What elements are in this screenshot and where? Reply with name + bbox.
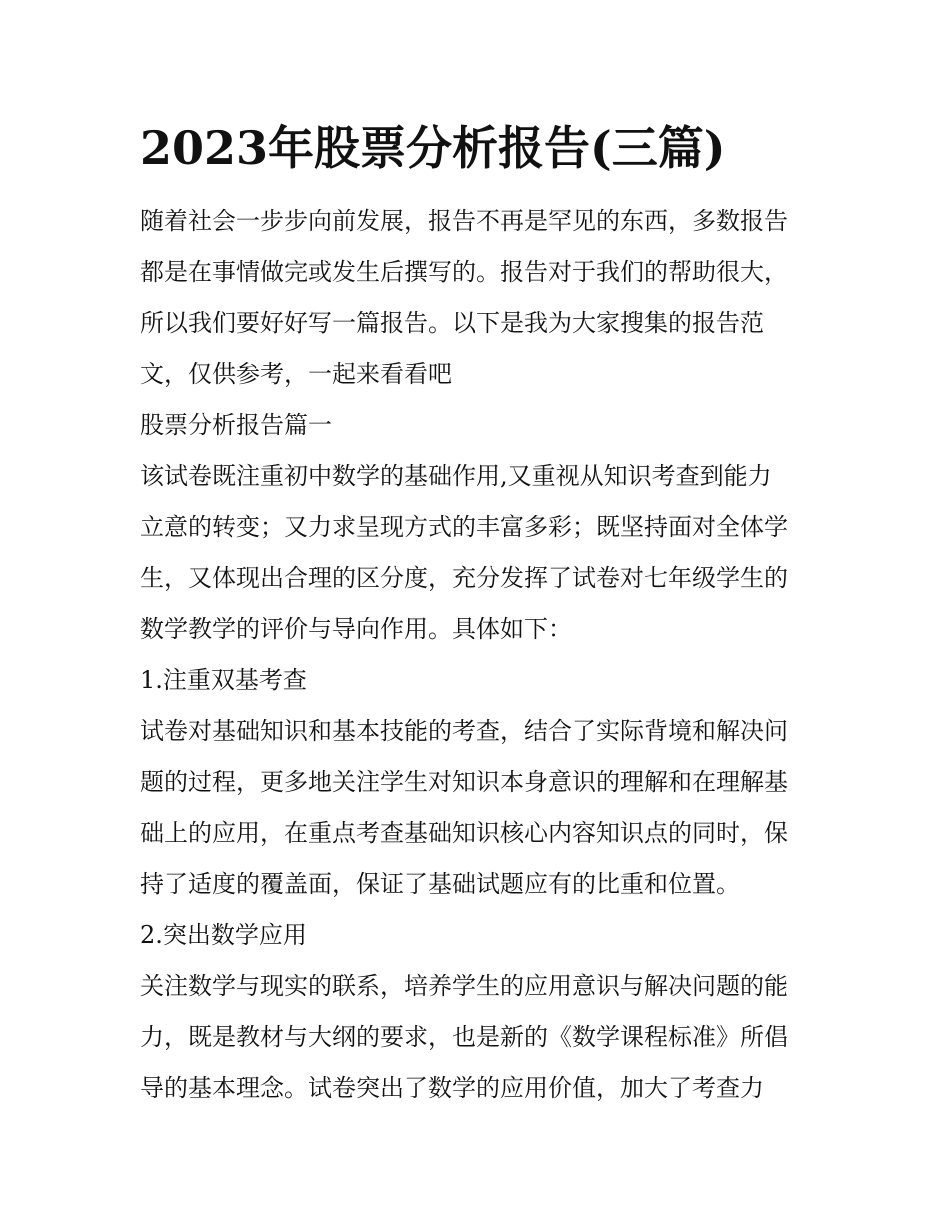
text-line: 持了适度的覆盖面，保证了基础试题应有的比重和位置。	[140, 870, 740, 898]
document-body	[140, 196, 820, 1114]
text-line: 力，既是教材与大纲的要求，也是新的《数学课程标准》所倡	[140, 1023, 788, 1051]
document-title: 2023年股票分析报告(三篇)	[140, 121, 726, 175]
text-line: 关注数学与现实的联系，培养学生的应用意识与解决问题的能	[140, 972, 788, 1000]
text-line: 导的基本理念。试卷突出了数学的应用价值，加大了考查力	[140, 1074, 764, 1102]
section-heading: 股票分析报告篇一	[140, 411, 332, 439]
text-line: 立意的转变；又力求呈现方式的丰富多彩；既坚持面对全体学	[140, 513, 788, 541]
text-line: 题的过程，更多地关注学生对知识本身意识的理解和在理解基	[140, 768, 788, 796]
subheading: 2.突出数学应用	[140, 921, 307, 949]
text-line: 随着社会一步步向前发展，报告不再是罕见的东西，多数报告	[140, 207, 788, 235]
text-line: 生，又体现出合理的区分度，充分发挥了试卷对七年级学生的	[140, 564, 788, 592]
text-line: 该试卷既注重初中数学的基础作用,又重视从知识考查到能力	[140, 462, 772, 490]
text-line: 础上的应用，在重点考查基础知识核心内容知识点的同时，保	[140, 819, 788, 847]
text-line: 文，仅供参考，一起来看看吧	[140, 360, 452, 388]
text-line: 所以我们要好好写一篇报告。以下是我为大家搜集的报告范	[140, 309, 764, 337]
text-line: 数学教学的评价与导向作用。具体如下：	[140, 615, 572, 643]
body-text	[140, 196, 820, 1114]
subheading: 1.注重双基考查	[140, 666, 307, 694]
text-line: 试卷对基础知识和基本技能的考查，结合了实际背境和解决问	[140, 717, 788, 745]
text-line: 都是在事情做完或发生后撰写的。报告对于我们的帮助很大，	[140, 258, 788, 286]
